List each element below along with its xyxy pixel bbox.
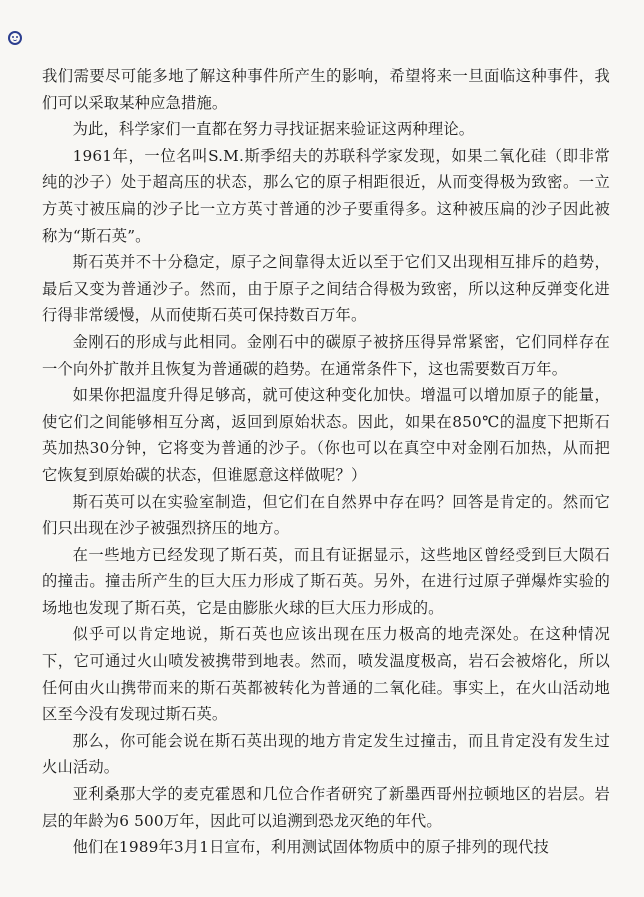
paragraph: 斯石英并不十分稳定，原子之间靠得太近以至于它们又出现相互排斥的趋势，最后又变为普通沙子。然而，由于原子之间结合得极为致密，所以这种反弹变化进行得非常缓慢，从而使斯石英可保持数百万年。 <box>42 253 610 325</box>
paragraph: 为此，科学家们一直都在努力寻找证据来验证这两种理论。 <box>72 120 475 139</box>
paragraph: 似乎可以肯定地说，斯石英也应该出现在压力极高的地壳深处。在这种情况下，它可通过火山喷发被携带到地表。然而，喷发温度极高，岩石会被熔化，所以任何由火山携带而来的斯石英都被转化为普通的二氧化硅。事实上，在火山活动地区至今没有发现过斯石英。 <box>42 625 610 724</box>
paragraph: 斯石英可以在实验室制造，但它们在自然界中存在吗？回答是肯定的。然而它们只出现在沙子被强烈挤压的地方。 <box>42 492 610 538</box>
body-text <box>42 63 610 861</box>
paragraph: 金刚石的形成与此相同。金刚石中的碳原子被挤压得异常紧密，它们同样存在一个向外扩散并且恢复为普通碳的趋势。在通常条件下，这也需要数百万年。 <box>42 332 610 378</box>
paragraph: 如果你把温度升得足够高，就可使这种变化加快。增温可以增加原子的能量，使它们之间能够相互分离，返回到原始状态。因此，如果在850℃的温度下把斯石英加热30分钟，它将变为普通的沙子。（你也可以在真空中对金刚石加热，从而把它恢复到原始碳的状态，但谁愿意这样做呢？） <box>42 386 610 484</box>
paragraph: 亚利桑那大学的麦克霍恩和几位合作者研究了新墨西哥州拉顿地区的岩层。岩层的年龄为6 500万年，因此可以追溯到恐龙灭绝的年代。 <box>42 785 610 830</box>
paragraph: 那么，你可能会说在斯石英出现的地方肯定发生过撞击，而且肯定没有发生过火山活动。 <box>42 731 610 777</box>
paragraph: 1961年，一位名叫S.M.斯季绍夫的苏联科学家发现，如果二氧化硅（即非常纯的沙子）处于超高压的状态，那么它的原子相距很近，从而变得极为致密。一立方英寸被压扁的沙子比一立方英寸普通的沙子要重得多。这种被压扁的沙子因此被称为“斯石英”。 <box>42 146 610 245</box>
paragraph: 在一些地方已经发现了斯石英，而且有证据显示，这些地区曾经受到巨大陨石的撞击。撞击所产生的巨大压力形成了斯石英。另外，在进行过原子弹爆炸实验的场地也发现了斯石英，它是由膨胀火球的巨大压力形成的。 <box>42 545 610 617</box>
paragraph: 他们在1989年3月1日宣布，利用测试固体物质中的原子排列的现代技 <box>72 838 549 857</box>
paragraph: 我们需要尽可能多地了解这种事件所产生的影响，希望将来一旦面临这种事件，我们可以采取某种应急措施。 <box>42 67 610 112</box>
smiley-icon <box>8 31 22 45</box>
